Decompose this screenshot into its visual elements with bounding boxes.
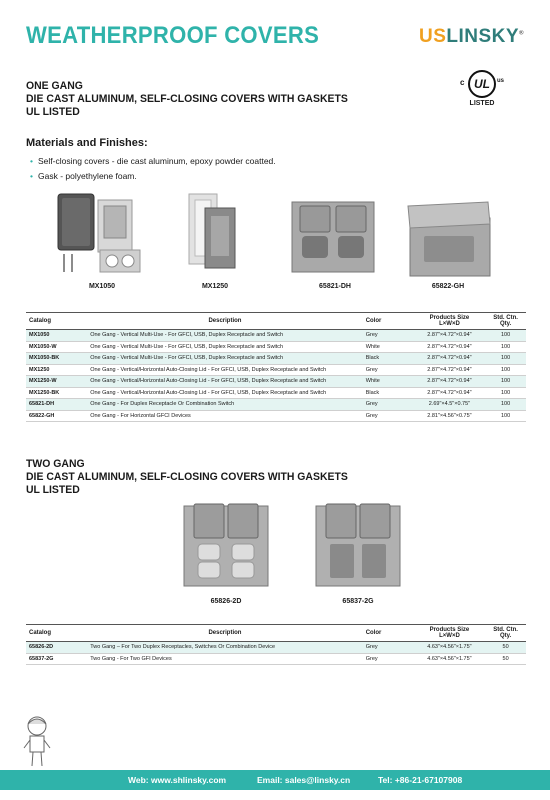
cell-catalog: 65821-DH [26,399,87,411]
cell-size: 2.87"×4.72"×0.94" [414,364,485,376]
table-row [26,376,526,388]
footer-email: Email: sales@linsky.cn [257,775,351,785]
cell-size: 2.81"×4.56"×0.75" [414,410,485,422]
col-size: Products Size L×W×D [414,625,485,642]
product-label: 65821-DH [319,283,351,290]
cell-size: 2.87"×4.72"×0.94" [414,341,485,353]
col-qty: Std. Ctn. Qty. [485,625,526,642]
mascot-illustration [20,712,54,770]
footer-bar [0,770,550,790]
cell-description: One Gang - Vertical/Horizontal Auto-Closing Lid - For GFCI, USB, Duplex Receptacle and Switch [87,364,363,376]
one-gang-table [26,312,526,422]
cell-size: 2.87"×4.72"×0.94" [414,353,485,365]
two-gang-heading: TWO GANG DIE CAST ALUMINUM, SELF-CLOSING COVERS WITH GASKETS UL LISTED [26,458,348,496]
col-description: Description [87,313,363,330]
product-label: 65826-2D [210,598,242,605]
product-label: MX1050 [88,283,116,290]
list-item: • Self-closing covers - die cast aluminum, epoxy powder coatted. [30,154,276,169]
cell-color: White [363,341,414,353]
cell-description: One Gang - For Horizontal GFCI Devices [87,410,363,422]
cell-color: Grey [363,330,414,342]
footer-tel: Tel: +86-21-67107908 [378,775,463,785]
cell-color: White [363,376,414,388]
cell-qty: 100 [485,364,526,376]
cell-catalog: 65837-2G [26,653,87,665]
cell-size: 4.63"×4.56"×1.75" [414,653,485,665]
cell-catalog: 65826-2D [26,642,87,654]
cell-size: 2.87"×4.72"×0.94" [414,330,485,342]
cell-description: One Gang - Vertical/Horizontal Auto-Closing Lid - For GFCI, USB, Duplex Receptacle and Switch [87,387,363,399]
product-image-mx1050 [54,192,146,276]
one-gang-heading: ONE GANG DIE CAST ALUMINUM, SELF-CLOSING COVERS WITH GASKETS UL LISTED [26,80,348,118]
two-gang-table [26,624,526,665]
cell-description: Two Gang - For Two GFI Devices [87,653,363,665]
table-row [26,364,526,376]
cell-description: One Gang - Vertical Multi-Use - For GFCI, USB, Duplex Receptacle and Switch [87,330,363,342]
cell-description: One Gang - Vertical Multi-Use - For GFCI, USB, Duplex Receptacle and Switch [87,353,363,365]
col-catalog: Catalog [26,625,87,642]
table-row [26,330,526,342]
materials-title: Materials and Finishes: [26,137,148,149]
cell-size: 2.87"×4.72"×0.94" [414,387,485,399]
product-image-65821-dh [288,198,378,276]
cell-qty: 100 [485,341,526,353]
cell-color: Black [363,353,414,365]
cell-qty: 100 [485,353,526,365]
cell-color: Grey [363,410,414,422]
table-row [26,387,526,399]
brand-logo: USLINSKY® [418,26,524,47]
cell-catalog: MX1250 [26,364,87,376]
product-image-65837-2g [312,500,404,590]
cell-qty: 50 [485,653,526,665]
cell-qty: 50 [485,642,526,654]
cell-color: Black [363,387,414,399]
cell-color: Grey [363,642,414,654]
cell-description: One Gang - Vertical Multi-Use - For GFCI, USB, Duplex Receptacle and Switch [87,341,363,353]
list-item: • Gask - polyethylene foam. [30,169,276,184]
cell-qty: 100 [485,387,526,399]
product-image-mx1250 [183,190,243,276]
table-row [26,399,526,411]
cell-catalog: MX1050 [26,330,87,342]
col-catalog: Catalog [26,313,87,330]
product-label: 65822-GH [431,283,465,290]
cell-catalog: MX1050-W [26,341,87,353]
cell-qty: 100 [485,410,526,422]
page-title: WEATHERPROOF COVERS [26,22,320,49]
cell-size: 4.63"×4.56"×1.75" [414,642,485,654]
cell-catalog: MX1050-BK [26,353,87,365]
cell-qty: 100 [485,399,526,411]
table-row [26,642,526,654]
footer-web: Web: www.shlinsky.com [128,775,227,785]
product-label: 65837-2G [342,598,374,605]
col-description: Description [87,625,363,642]
table-row [26,653,526,665]
col-qty: Std. Ctn. Qty. [485,313,526,330]
cell-size: 2.87"×4.72"×0.94" [414,376,485,388]
product-image-65822-gh [402,196,494,280]
table-row [26,341,526,353]
materials-list [30,154,276,184]
cell-size: 2.69"×4.5"×0.75" [414,399,485,411]
ul-listed-logo: c UL us LISTED [460,70,504,110]
col-color: Color [363,625,414,642]
cell-description: One Gang - Vertical/Horizontal Auto-Closing Lid - For GFCI, USB, Duplex Receptacle and Switch [87,376,363,388]
col-size: Products Size L×W×D [414,313,485,330]
cell-color: Grey [363,653,414,665]
col-color: Color [363,313,414,330]
table-row [26,410,526,422]
table-row [26,353,526,365]
cell-description: One Gang - For Duplex Receptacle Or Combination Switch [87,399,363,411]
cell-qty: 100 [485,330,526,342]
product-image-65826-2d [180,500,272,590]
cell-color: Grey [363,399,414,411]
cell-catalog: MX1250-BK [26,387,87,399]
cell-catalog: MX1250-W [26,376,87,388]
cell-color: Grey [363,364,414,376]
cell-catalog: 65822-GH [26,410,87,422]
cell-qty: 100 [485,376,526,388]
product-label: MX1250 [201,283,229,290]
cell-description: Two Gang – For Two Duplex Receptacles, Switches Or Combination Device [87,642,363,654]
